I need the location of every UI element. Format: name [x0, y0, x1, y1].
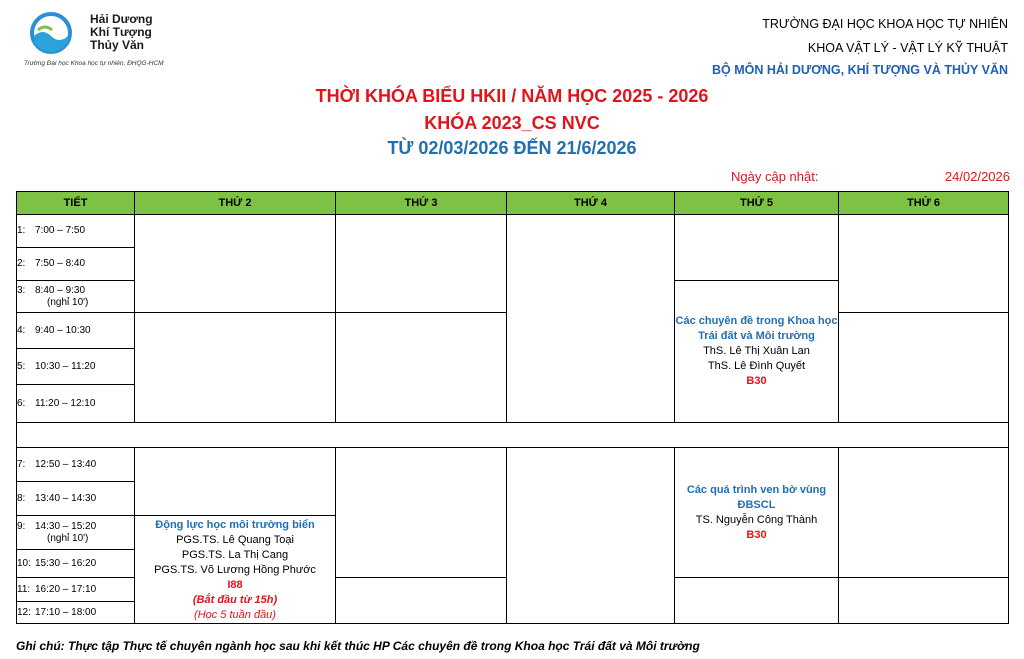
empty-cell: [839, 215, 1009, 313]
lecturer: PGS.TS. Lê Quang Toại: [176, 534, 294, 546]
room: B30: [746, 375, 767, 387]
col-header-tiet: TIẾT: [17, 192, 135, 215]
schedule-title: THỜI KHÓA BIỂU HKII / NĂM HỌC 2025 - 2026: [315, 86, 709, 106]
lecturer: ThS. Lê Đình Quyết: [707, 360, 806, 372]
lecturer: TS. Nguyễn Công Thành: [695, 513, 818, 526]
empty-cell: [135, 448, 336, 516]
empty-cell: [675, 578, 839, 624]
col-header-thu4: THỨ 4: [507, 192, 675, 215]
break-row: [17, 423, 1009, 448]
col-header-thu6: THỨ 6: [839, 192, 1009, 215]
wave-logo-icon: [30, 12, 72, 54]
empty-cell: [675, 215, 839, 281]
logo-subtitle: Trường Đại học Khoa học tự nhiên, ĐHQG-HCM: [24, 60, 164, 67]
table-header-row: [17, 192, 1009, 215]
table-row: [17, 215, 1009, 248]
department-name: BỘ MÔN HẢI DƯƠNG, KHÍ TƯỢNG VÀ THỦY VĂN: [711, 63, 1008, 77]
date-range: TỪ 02/03/2026 ĐẾN 21/6/2026: [387, 138, 637, 158]
period-cell: 4: 9:40 – 10:30: [17, 313, 135, 349]
course-cell: [675, 281, 839, 423]
table-row: [17, 448, 1009, 482]
course-cell: [135, 516, 336, 624]
lunch-break: [17, 423, 1009, 448]
footnote: Ghi chú: Thực tập Thực tế chuyên ngành học sau khi kết thúc HP Các chuyên đề trong Khoa học Trái đất và Môi trường: [16, 639, 700, 653]
school-name: TRƯỜNG ĐẠI HỌC KHOA HỌC TỰ NHIÊN: [762, 17, 1008, 31]
empty-cell: [507, 215, 675, 423]
period-cell: 1: 7:00 – 7:50: [17, 215, 135, 248]
empty-cell: [336, 578, 507, 624]
col-header-thu3: THỨ 3: [336, 192, 507, 215]
course-name: Động lực học môi trường biển: [155, 519, 315, 531]
course-name: Các chuyên đề trong Khoa học Trái đất và Môi trường: [675, 315, 838, 342]
empty-cell: [336, 448, 507, 578]
period-cell: 11: 16:20 – 17:10: [17, 578, 135, 602]
logo-name: Hải Dương Khí Tượng Thủy Văn: [90, 12, 153, 52]
start-note: (Bắt đầu từ 15h): [192, 594, 278, 606]
period-cell: 12: 17:10 – 18:00: [17, 602, 135, 624]
period-cell: 5: 10:30 – 11:20: [17, 349, 135, 385]
empty-cell: [507, 448, 675, 624]
empty-cell: [839, 313, 1009, 423]
class-code: KHÓA 2023_CS NVC: [424, 113, 600, 133]
empty-cell: [135, 215, 336, 313]
timetable: [16, 191, 1009, 624]
course-name: Các quá trình ven bờ vùng ĐBSCL: [686, 483, 827, 511]
duration-note: (Học 5 tuần đầu): [194, 609, 276, 621]
room: I88: [227, 579, 243, 591]
faculty-name: KHOA VẬT LÝ - VẬT LÝ KỸ THUẬT: [807, 41, 1008, 55]
lecturer: PGS.TS. La Thị Cang: [181, 549, 289, 561]
period-cell: 10: 15:30 – 16:20: [17, 550, 135, 578]
period-cell: 6: 11:20 – 12:10: [17, 385, 135, 423]
period-cell: 3: 8:40 – 9:30 (nghỉ 10'): [17, 281, 135, 313]
empty-cell: [135, 313, 336, 423]
empty-cell: [839, 448, 1009, 578]
empty-cell: [839, 578, 1009, 624]
department-logo: [24, 8, 214, 72]
lecturer: PGS.TS. Võ Lương Hồng Phước: [154, 564, 316, 576]
col-header-thu5: THỨ 5: [675, 192, 839, 215]
room: B30: [746, 528, 767, 541]
period-cell: 2: 7:50 – 8:40: [17, 248, 135, 281]
update-label: Ngày cập nhật:: [731, 169, 819, 184]
period-cell: 8: 13:40 – 14:30: [17, 482, 135, 516]
col-header-thu2: THỨ 2: [135, 192, 336, 215]
lecturer: ThS. Lê Thị Xuân Lan: [703, 345, 810, 357]
update-date: 24/02/2026: [944, 169, 1010, 184]
period-cell: 7: 12:50 – 13:40: [17, 448, 135, 482]
period-cell: 9: 14:30 – 15:20 (nghỉ 10'): [17, 516, 135, 550]
empty-cell: [336, 313, 507, 423]
empty-cell: [336, 215, 507, 313]
course-cell: [675, 448, 839, 578]
